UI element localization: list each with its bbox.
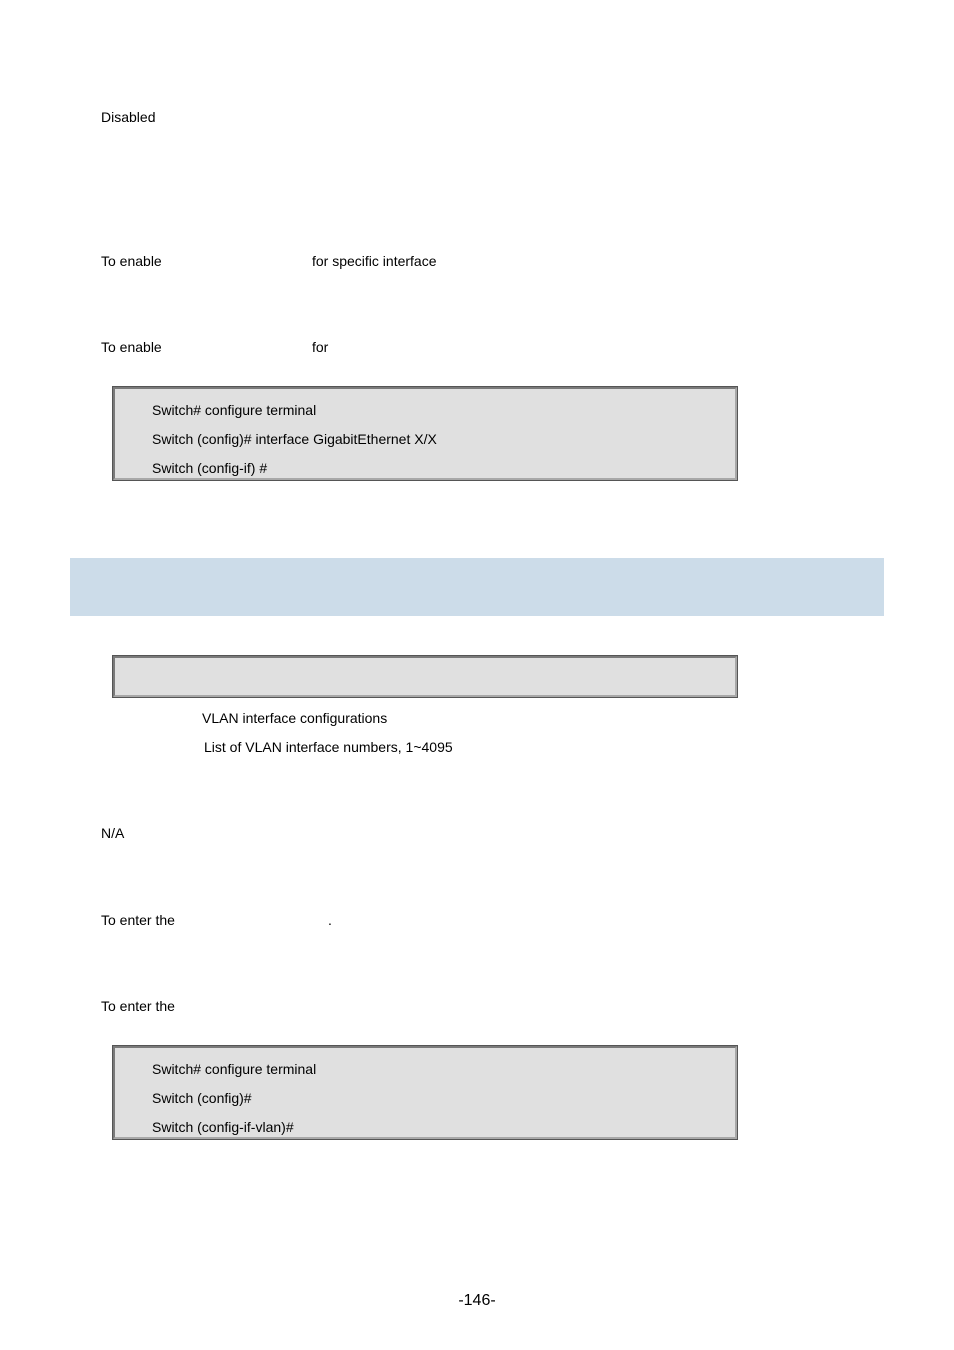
code-line: Switch (config)# interface GigabitEthernet X/X bbox=[152, 431, 437, 447]
usage-text-suffix: for specific interface bbox=[312, 253, 437, 269]
usage-text-suffix: . bbox=[328, 912, 332, 928]
parameter-description: List of VLAN interface numbers, 1~4095 bbox=[204, 739, 453, 755]
code-example-box bbox=[112, 386, 738, 481]
parameter-description: VLAN interface configurations bbox=[202, 710, 388, 726]
code-line: Switch (config)# bbox=[152, 1090, 252, 1106]
code-line: Switch# configure terminal bbox=[152, 1061, 317, 1077]
code-line: Switch# configure terminal bbox=[152, 402, 317, 418]
example-text-suffix: for bbox=[312, 339, 329, 355]
command-syntax-box bbox=[112, 655, 738, 698]
usage-text-prefix: To enable bbox=[101, 253, 162, 269]
example-text-prefix: To enter the bbox=[101, 998, 175, 1014]
usage-text-prefix: To enter the bbox=[101, 912, 175, 928]
example-text-prefix: To enable bbox=[101, 339, 162, 355]
default-value-text: Disabled bbox=[101, 109, 156, 125]
section-heading-band bbox=[70, 558, 884, 616]
page-number: -146- bbox=[458, 1292, 496, 1309]
default-value-text: N/A bbox=[101, 825, 125, 841]
code-line: Switch (config-if-vlan)# bbox=[152, 1119, 294, 1135]
code-line: Switch (config-if) # bbox=[152, 460, 268, 476]
code-example-box bbox=[112, 1045, 738, 1140]
